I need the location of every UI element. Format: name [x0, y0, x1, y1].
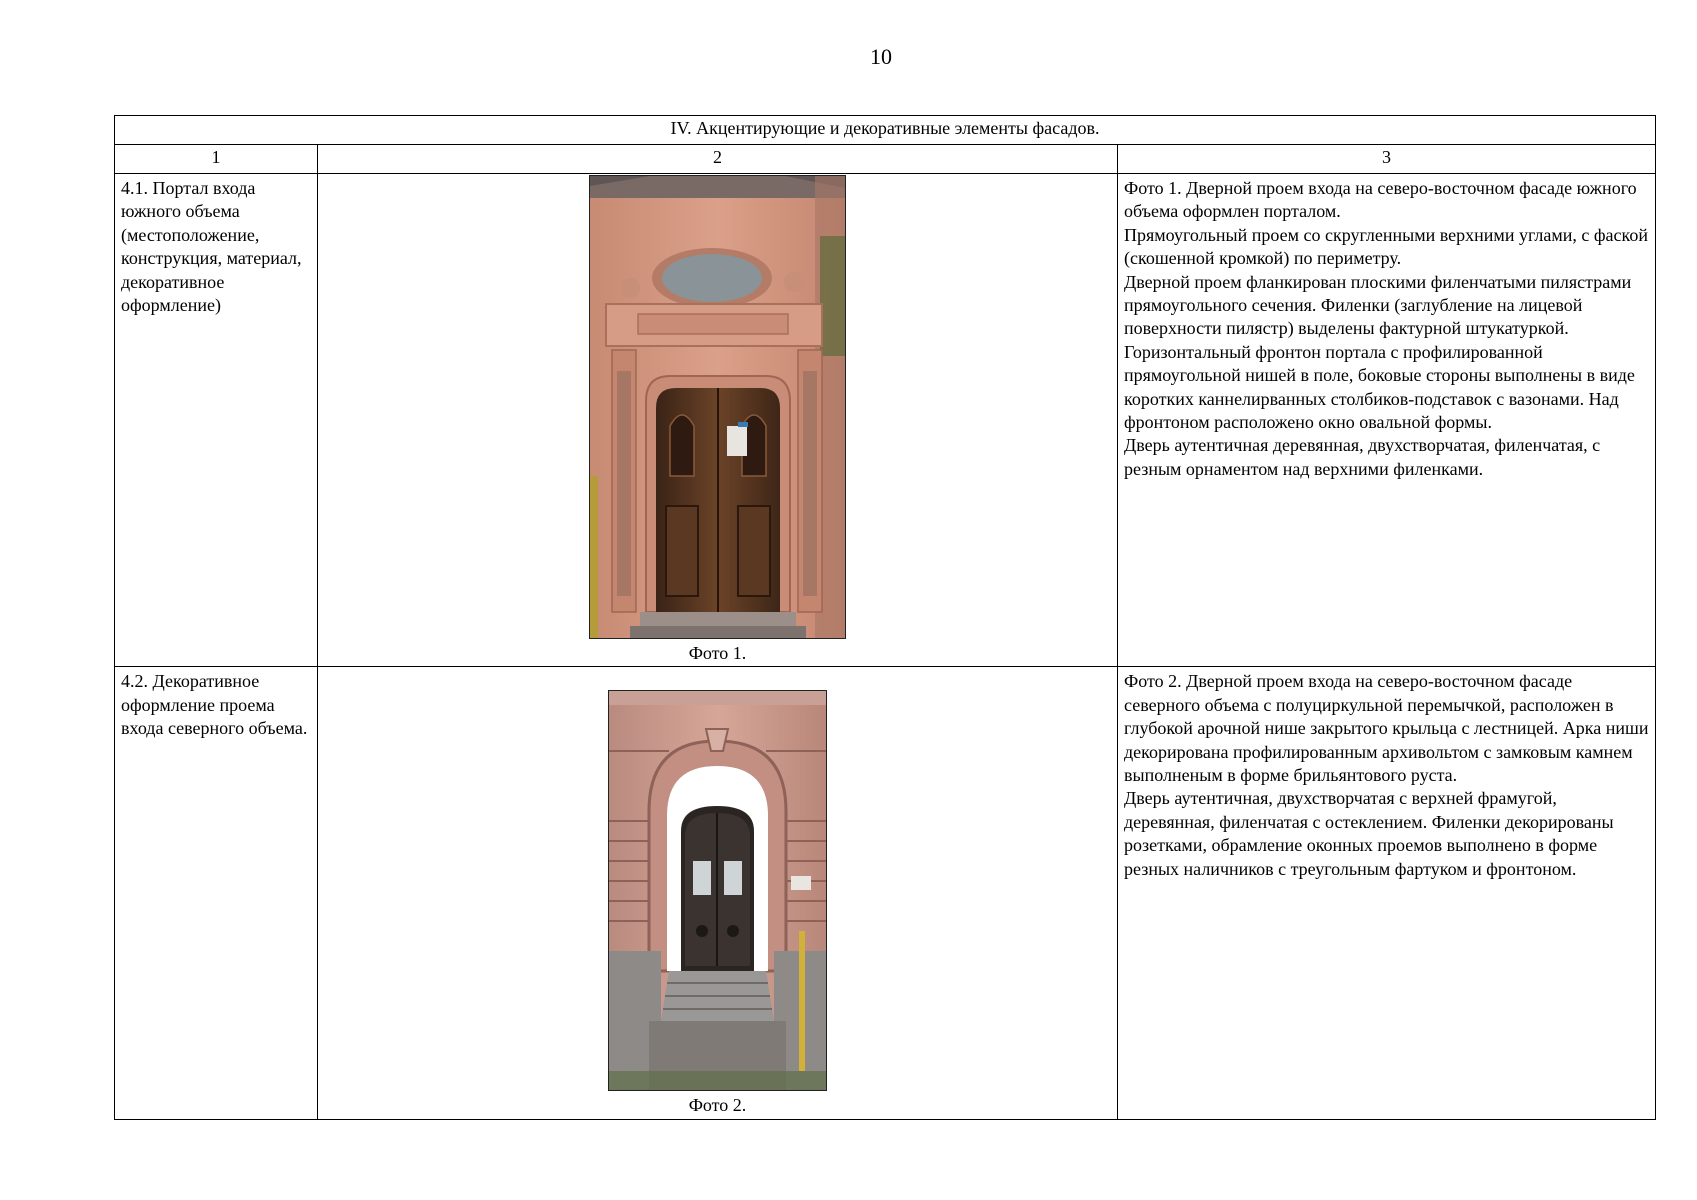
photo-caption: Фото 1. — [688, 643, 747, 663]
photo-arch-north — [608, 690, 827, 1091]
photo-caption: Фото 2. — [688, 1095, 747, 1116]
table-row — [115, 174, 1656, 667]
column-number-1: 1 — [115, 145, 318, 174]
column-number-3: 3 — [1118, 145, 1656, 174]
photo-cell — [318, 174, 1118, 667]
photo-portal-south — [589, 175, 846, 639]
page-number: 10 — [870, 44, 892, 69]
description-paragraph: Дверь аутентичная деревянная, двухстворчатая, филенчатая, с резным орнаментом над верхними филенками. — [1124, 435, 1601, 479]
description-paragraph: Горизонтальный фронтон портала с профилированной прямоугольной нишей в поле, боковые стороны выполнены в виде коротких каннелирванных столбиков-подставок с вазонами. Над фронтоном расположено окно овальной формы. — [1124, 341, 1635, 433]
description-paragraph: Фото 1. Дверной проем входа на северо-восточном фасаде южного объема оформлен порталом. — [1124, 178, 1637, 222]
row-label: 4.1. Портал входа южного объема (местоположение, конструкция, материал, декоративное оформление) — [115, 174, 318, 667]
section-title: IV. Акцентирующие и декоративные элементы фасадов. — [115, 116, 1656, 145]
row-label: 4.2. Декоративное оформление проема входа северного объема. — [115, 667, 318, 1119]
description-paragraph: Прямоугольный проем со скругленными верхними углами, с фаской (скошенной кромкой) по периметру. — [1124, 224, 1649, 269]
description-paragraph: Фото 2. Дверной проем входа на северо-восточном фасаде северного объема с полуциркульной перемычкой, расположен в глубокой арочной нише закрытого крыльца с лестницей. Арка ниши декорирована профилированным архивольтом с замковым камнем выполненым в форме брильянтового руста. — [1124, 671, 1649, 786]
photo-cell — [318, 667, 1118, 1119]
facade-elements-table — [114, 115, 1656, 1120]
description-cell — [1118, 667, 1656, 1119]
table-row — [115, 667, 1656, 1119]
column-number-2: 2 — [318, 145, 1118, 174]
description-cell — [1118, 174, 1656, 667]
description-paragraph: Дверной проем фланкирован плоскими филенчатыми пилястрами прямоугольного сечения. Филенки (заглубление на лицевой поверхности пилястр) выделены фактурной штукатуркой. — [1124, 271, 1632, 339]
description-paragraph: Дверь аутентичная, двухстворчатая с верхней фрамугой, деревянная, филенчатая с остеклением. Филенки декорированы розетками, обрамление оконных проемов выполнено в форме резных наличников с треугольным фартуком и фронтоном. — [1124, 788, 1614, 879]
